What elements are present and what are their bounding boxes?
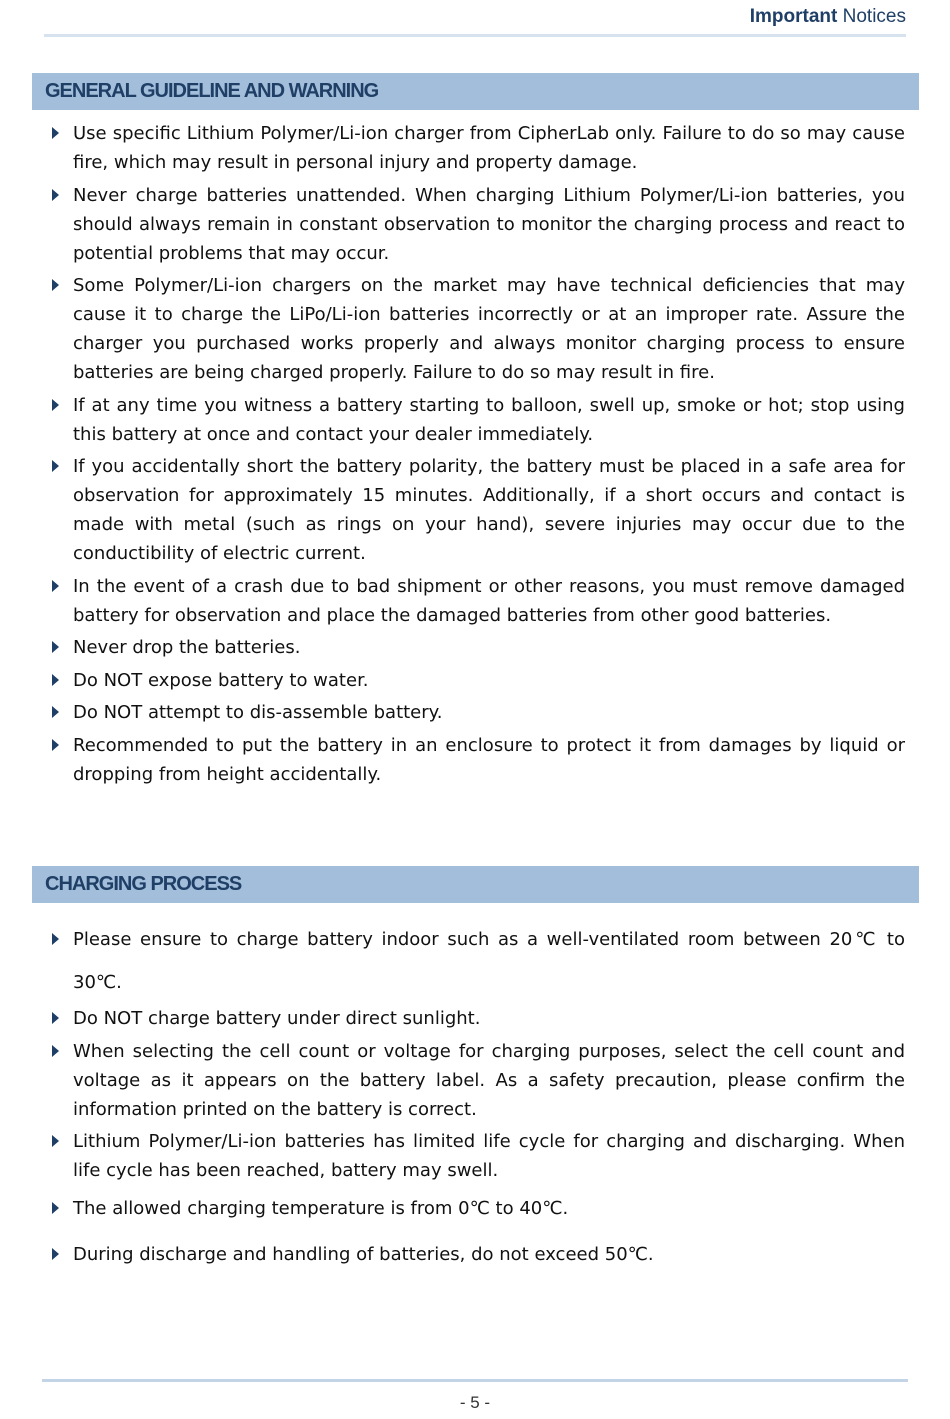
bullet-arrow-icon: [52, 399, 59, 411]
list-item: In the event of a crash due to bad shipment or other reasons, you must remove damaged battery for observation and place the damaged batteries from other good batteries.: [52, 572, 905, 630]
list-item: If you accidentally short the battery polarity, the battery must be placed in a safe area for observation for approximately 15 minutes. Additionally, if a short occurs and contact is made with metal (such as rings on your hand), severe injuries may occur due to the conductibility of electric current.: [52, 452, 905, 568]
list-item: During discharge and handling of batteries, do not exceed 50℃.: [52, 1240, 905, 1269]
bullet-arrow-icon: [52, 580, 59, 592]
list-item: Please ensure to charge battery indoor such as a well-ventilated room between 20℃ to 30℃.: [52, 918, 905, 1004]
list-item: Some Polymer/Li-ion chargers on the market may have technical deficiencies that may cause it to charge the LiPo/Li-ion batteries incorrectly or at an improper rate. Assure the charger you purchased works properly and always monitor charging process to ensure batteries are being charged properly. Failure to do so may result in fire.: [52, 271, 905, 387]
list-item: Do NOT expose battery to water.: [52, 666, 905, 695]
bullet-arrow-icon: [52, 641, 59, 653]
bullet-arrow-icon: [52, 1012, 59, 1024]
list-item: If at any time you witness a battery starting to balloon, swell up, smoke or hot; stop using this battery at once and contact your dealer immediately.: [52, 391, 905, 449]
list-item: The allowed charging temperature is from 0℃ to 40℃.: [52, 1194, 905, 1223]
bullet-arrow-icon: [52, 739, 59, 751]
section-title-general: GENERAL GUIDELINE AND WARNING: [32, 73, 919, 110]
list-item: Do NOT attempt to dis-assemble battery.: [52, 698, 905, 727]
footer-divider: [42, 1379, 908, 1382]
bullet-arrow-icon: [52, 1248, 59, 1260]
list-item: Lithium Polymer/Li-ion batteries has limited life cycle for charging and discharging. When life cycle has been reached, battery may swell.: [52, 1127, 905, 1185]
running-header: [750, 6, 906, 28]
bullet-arrow-icon: [52, 189, 59, 201]
list-item: Never drop the batteries.: [52, 633, 905, 662]
bullet-arrow-icon: [52, 674, 59, 686]
list-item: Never charge batteries unattended. When charging Lithium Polymer/Li-ion batteries, you should always remain in constant observation to monitor the charging process and react to potential problems that may occur.: [52, 181, 905, 268]
bullet-arrow-icon: [52, 706, 59, 718]
bullet-arrow-icon: [52, 460, 59, 472]
bullet-arrow-icon: [52, 127, 59, 139]
list-item: Recommended to put the battery in an enclosure to protect it from damages by liquid or dropping from height accidentally.: [52, 731, 905, 789]
list-item: When selecting the cell count or voltage for charging purposes, select the cell count and voltage as it appears on the battery label. As a safety precaution, please confirm the information printed on the battery is correct.: [52, 1037, 905, 1124]
general-guideline-list: [52, 119, 905, 792]
bullet-arrow-icon: [52, 1135, 59, 1147]
bullet-arrow-icon: [52, 933, 59, 945]
page-number: - 5 -: [459, 1393, 491, 1412]
bullet-arrow-icon: [52, 1045, 59, 1057]
bullet-arrow-icon: [52, 279, 59, 291]
section-title-charging: CHARGING PROCESS: [32, 866, 919, 903]
list-item: Use specific Lithium Polymer/Li-ion charger from CipherLab only. Failure to do so may cause fire, which may result in personal injury and property damage.: [52, 119, 905, 177]
bullet-arrow-icon: [52, 1202, 59, 1214]
header-divider: [44, 34, 906, 37]
charging-process-list: [52, 918, 905, 1273]
header-rest: Notices: [842, 6, 906, 27]
list-item: Do NOT charge battery under direct sunlight.: [52, 1004, 905, 1033]
header-strong: Important: [749, 6, 838, 27]
